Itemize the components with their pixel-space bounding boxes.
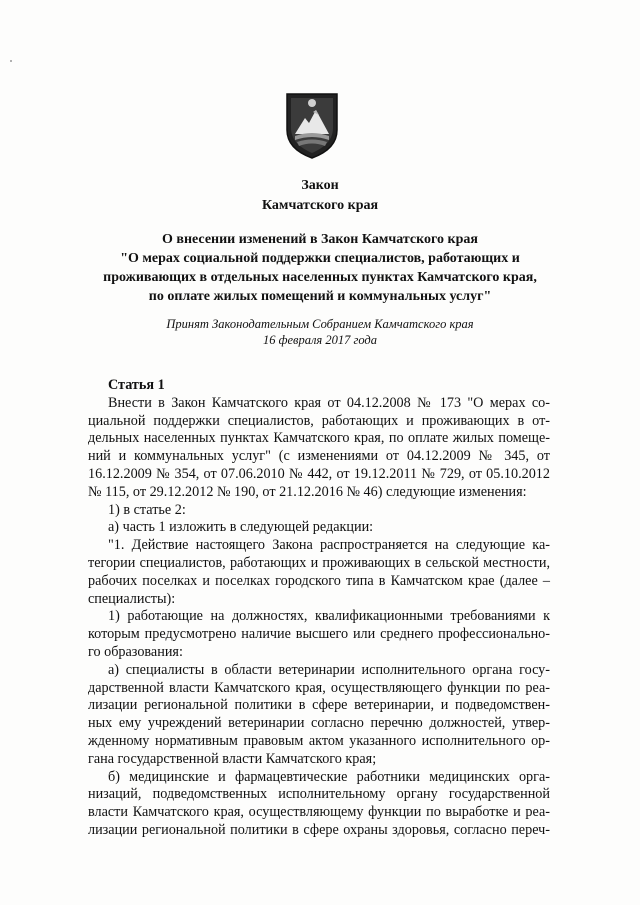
doc-type-title: Закон	[301, 178, 339, 193]
adoption-body: Принят Законодательным Собранием Камчатского края	[166, 317, 474, 331]
paragraph-line: го образования:	[88, 643, 183, 660]
article-body	[88, 377, 550, 840]
paragraph-line: низаций, подведомственных исполнительному органу государственной	[88, 786, 550, 803]
paragraph-line: жденному нормативным правовым актом указанного исполнительного ор-	[88, 732, 550, 749]
paragraph-line: дельных населенных пунктах Камчатского края, по оплате жилых помеще-	[88, 430, 550, 447]
paragraph-line: тегории специалистов, работающих и проживающих в сельской местности,	[88, 554, 550, 571]
adoption-note	[60, 316, 580, 348]
paragraph-line: 1) в статье 2:	[108, 501, 186, 518]
title-block	[60, 176, 580, 216]
paragraph-line: специалисты):	[88, 590, 176, 607]
paragraph-line: б) медицинские и фармацевтические работники медицинских орга-	[108, 768, 550, 785]
scan-speck	[10, 60, 12, 62]
subject-line: "О мерах социальной поддержки специалистов, работающих и	[120, 251, 520, 266]
paragraph-line: ний и коммунальных услуг" (с изменениями от 04.12.2009 № 345, от	[88, 448, 550, 465]
paragraph-line: № 115, от 29.12.2012 № 190, от 21.12.2016 № 46) следующие изменения:	[88, 483, 527, 500]
subject-line: О внесении изменений в Закон Камчатского края	[162, 232, 478, 247]
paragraph-line: дарственной власти Камчатского края, осуществляющего функции по реа-	[88, 679, 550, 696]
paragraph-line: "1. Действие настоящего Закона распространяется на следующие ка-	[108, 537, 550, 554]
adoption-date: 16 февраля 2017 года	[262, 333, 378, 347]
paragraph-line: Внести в Закон Камчатского края от 04.12.2008 № 173 "О мерах со-	[108, 394, 550, 411]
paragraph-line: ных ему учреждений ветеринарии согласно перечню должностей, утвер-	[88, 715, 550, 732]
paragraph-line: 16.12.2009 № 354, от 07.06.2010 № 442, от 19.12.2011 № 729, от 05.10.2012	[88, 465, 550, 482]
subject-line: по оплате жилых помещений и коммунальных услуг"	[148, 289, 492, 304]
paragraph-line: а) часть 1 изложить в следующей редакции:	[108, 519, 374, 536]
article-text	[88, 395, 550, 840]
coat-of-arms-emblem	[283, 90, 341, 160]
paragraph-line: власти Камчатского края, осуществляющему функции по выработке и реа-	[88, 804, 550, 821]
paragraph-line: а) специалисты в области ветеринарии исполнительного органа госу-	[108, 661, 550, 678]
paragraph-line: рабочих поселках и поселках городского типа в Камчатском крае (далее –	[88, 572, 550, 589]
law-subject	[60, 230, 580, 306]
subject-line: проживающих в отдельных населенных пунктах Камчатского края,	[103, 270, 537, 285]
paragraph-line: циальной поддержки специалистов, работающих и проживающих в от-	[88, 412, 550, 429]
region-title: Камчатского края	[261, 198, 379, 213]
paragraph-line: лизации региональной политики в сфере ветеринарии, и подведомствен-	[88, 697, 550, 714]
paragraph-line: лизации региональной политики в сфере охраны здоровья, согласно переч-	[88, 821, 550, 838]
paragraph-line: которым предусмотрено наличие высшего или среднего профессионально-	[88, 626, 550, 643]
article-heading: Статья 1	[108, 377, 165, 393]
paragraph-line: 1) работающие на должностях, квалификационными требованиями к	[108, 608, 550, 625]
paragraph-line: гана государственной власти Камчатского края;	[88, 750, 377, 767]
